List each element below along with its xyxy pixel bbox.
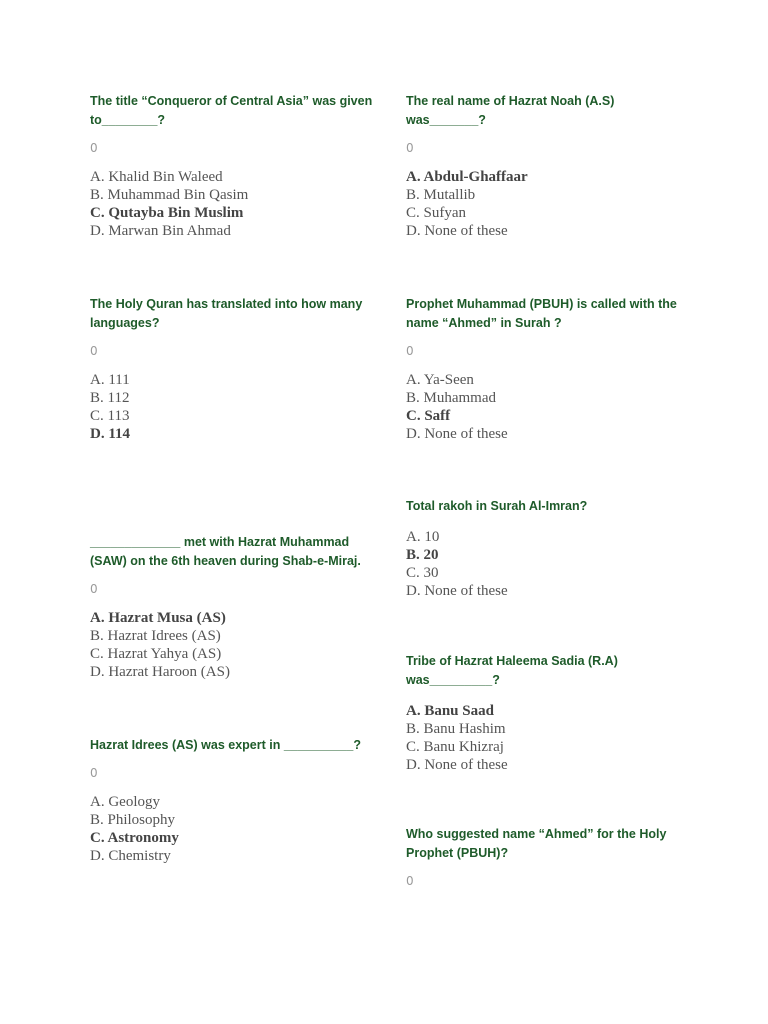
option-a[interactable]: A. Ya-Seen bbox=[406, 372, 474, 388]
answer-count: 0 bbox=[90, 141, 98, 155]
option-c[interactable]: C. Sufyan bbox=[406, 205, 466, 221]
option-d[interactable]: D. Hazrat Haroon (AS) bbox=[90, 664, 230, 680]
question-block bbox=[406, 652, 696, 774]
option-a-correct[interactable]: A. Abdul-Ghaffaar bbox=[406, 169, 528, 185]
option-b[interactable]: B. Philosophy bbox=[90, 812, 176, 828]
option-a[interactable]: A. 10 bbox=[406, 529, 440, 545]
question-text: The title “Conqueror of Central Asia” was given to________? bbox=[90, 94, 373, 127]
option-c[interactable]: C. 30 bbox=[406, 565, 439, 581]
answer-count: 0 bbox=[406, 344, 414, 358]
options-list bbox=[90, 168, 380, 240]
question-text: Prophet Muhammad (PBUH) is called with the name “Ahmed” in Surah ? bbox=[406, 297, 677, 330]
option-b[interactable]: B. Banu Hashim bbox=[406, 721, 506, 737]
question-text: Who suggested name “Ahmed” for the Holy Prophet (PBUH)? bbox=[406, 827, 667, 860]
answer-count: 0 bbox=[406, 141, 414, 155]
question-block bbox=[406, 825, 696, 889]
option-c[interactable]: C. Banu Khizraj bbox=[406, 739, 504, 755]
question-block bbox=[406, 295, 696, 443]
question-text: Tribe of Hazrat Haleema Sadia (R.A) was_________? bbox=[406, 654, 618, 687]
option-a[interactable]: A. Khalid Bin Waleed bbox=[90, 169, 223, 185]
option-d-correct[interactable]: D. 114 bbox=[90, 426, 131, 442]
option-b-correct[interactable]: B. 20 bbox=[406, 547, 439, 563]
option-d[interactable]: D. None of these bbox=[406, 583, 508, 599]
option-d[interactable]: D. None of these bbox=[406, 426, 508, 442]
answer-count: 0 bbox=[90, 766, 98, 780]
option-b[interactable]: B. Mutallib bbox=[406, 187, 476, 203]
question-block bbox=[90, 736, 380, 865]
option-b[interactable]: B. Muhammad bbox=[406, 390, 496, 406]
options-list bbox=[406, 371, 696, 443]
options-list bbox=[90, 793, 380, 865]
option-b[interactable]: B. Hazrat Idrees (AS) bbox=[90, 628, 221, 644]
option-d[interactable]: D. Chemistry bbox=[90, 848, 171, 864]
question-block bbox=[90, 533, 380, 681]
option-b[interactable]: B. 112 bbox=[90, 390, 130, 406]
option-a[interactable]: A. Geology bbox=[90, 794, 160, 810]
answer-count: 0 bbox=[406, 874, 414, 888]
option-c-correct[interactable]: C. Qutayba Bin Muslim bbox=[90, 205, 244, 221]
option-c[interactable]: C. 113 bbox=[90, 408, 130, 424]
option-a[interactable]: A. 111 bbox=[90, 372, 130, 388]
question-text: Hazrat Idrees (AS) was expert in __________? bbox=[90, 738, 361, 752]
question-text: The Holy Quran has translated into how many languages? bbox=[90, 297, 363, 330]
options-list bbox=[406, 528, 696, 600]
question-block bbox=[90, 92, 380, 240]
options-list bbox=[406, 168, 696, 240]
option-c[interactable]: C. Hazrat Yahya (AS) bbox=[90, 646, 222, 662]
option-a-correct[interactable]: A. Banu Saad bbox=[406, 703, 494, 719]
option-c-correct[interactable]: C. Saff bbox=[406, 408, 451, 424]
option-d[interactable]: D. Marwan Bin Ahmad bbox=[90, 223, 231, 239]
question-text: Total rakoh in Surah Al-Imran? bbox=[406, 499, 588, 513]
question-block bbox=[406, 497, 696, 600]
question-block bbox=[90, 295, 380, 443]
question-text: The real name of Hazrat Noah (A.S) was_______? bbox=[406, 94, 615, 127]
question-block bbox=[406, 92, 696, 240]
option-d[interactable]: D. None of these bbox=[406, 223, 508, 239]
question-text: _____________ met with Hazrat Muhammad (SAW) on the 6th heaven during Shab-e-Miraj. bbox=[90, 535, 361, 568]
answer-count: 0 bbox=[90, 344, 98, 358]
option-b[interactable]: B. Muhammad Bin Qasim bbox=[90, 187, 249, 203]
options-list bbox=[406, 702, 696, 774]
options-list bbox=[90, 609, 380, 681]
answer-count: 0 bbox=[90, 582, 98, 596]
option-c-correct[interactable]: C. Astronomy bbox=[90, 830, 179, 846]
option-d[interactable]: D. None of these bbox=[406, 757, 508, 773]
option-a-correct[interactable]: A. Hazrat Musa (AS) bbox=[90, 610, 226, 626]
options-list bbox=[90, 371, 380, 443]
